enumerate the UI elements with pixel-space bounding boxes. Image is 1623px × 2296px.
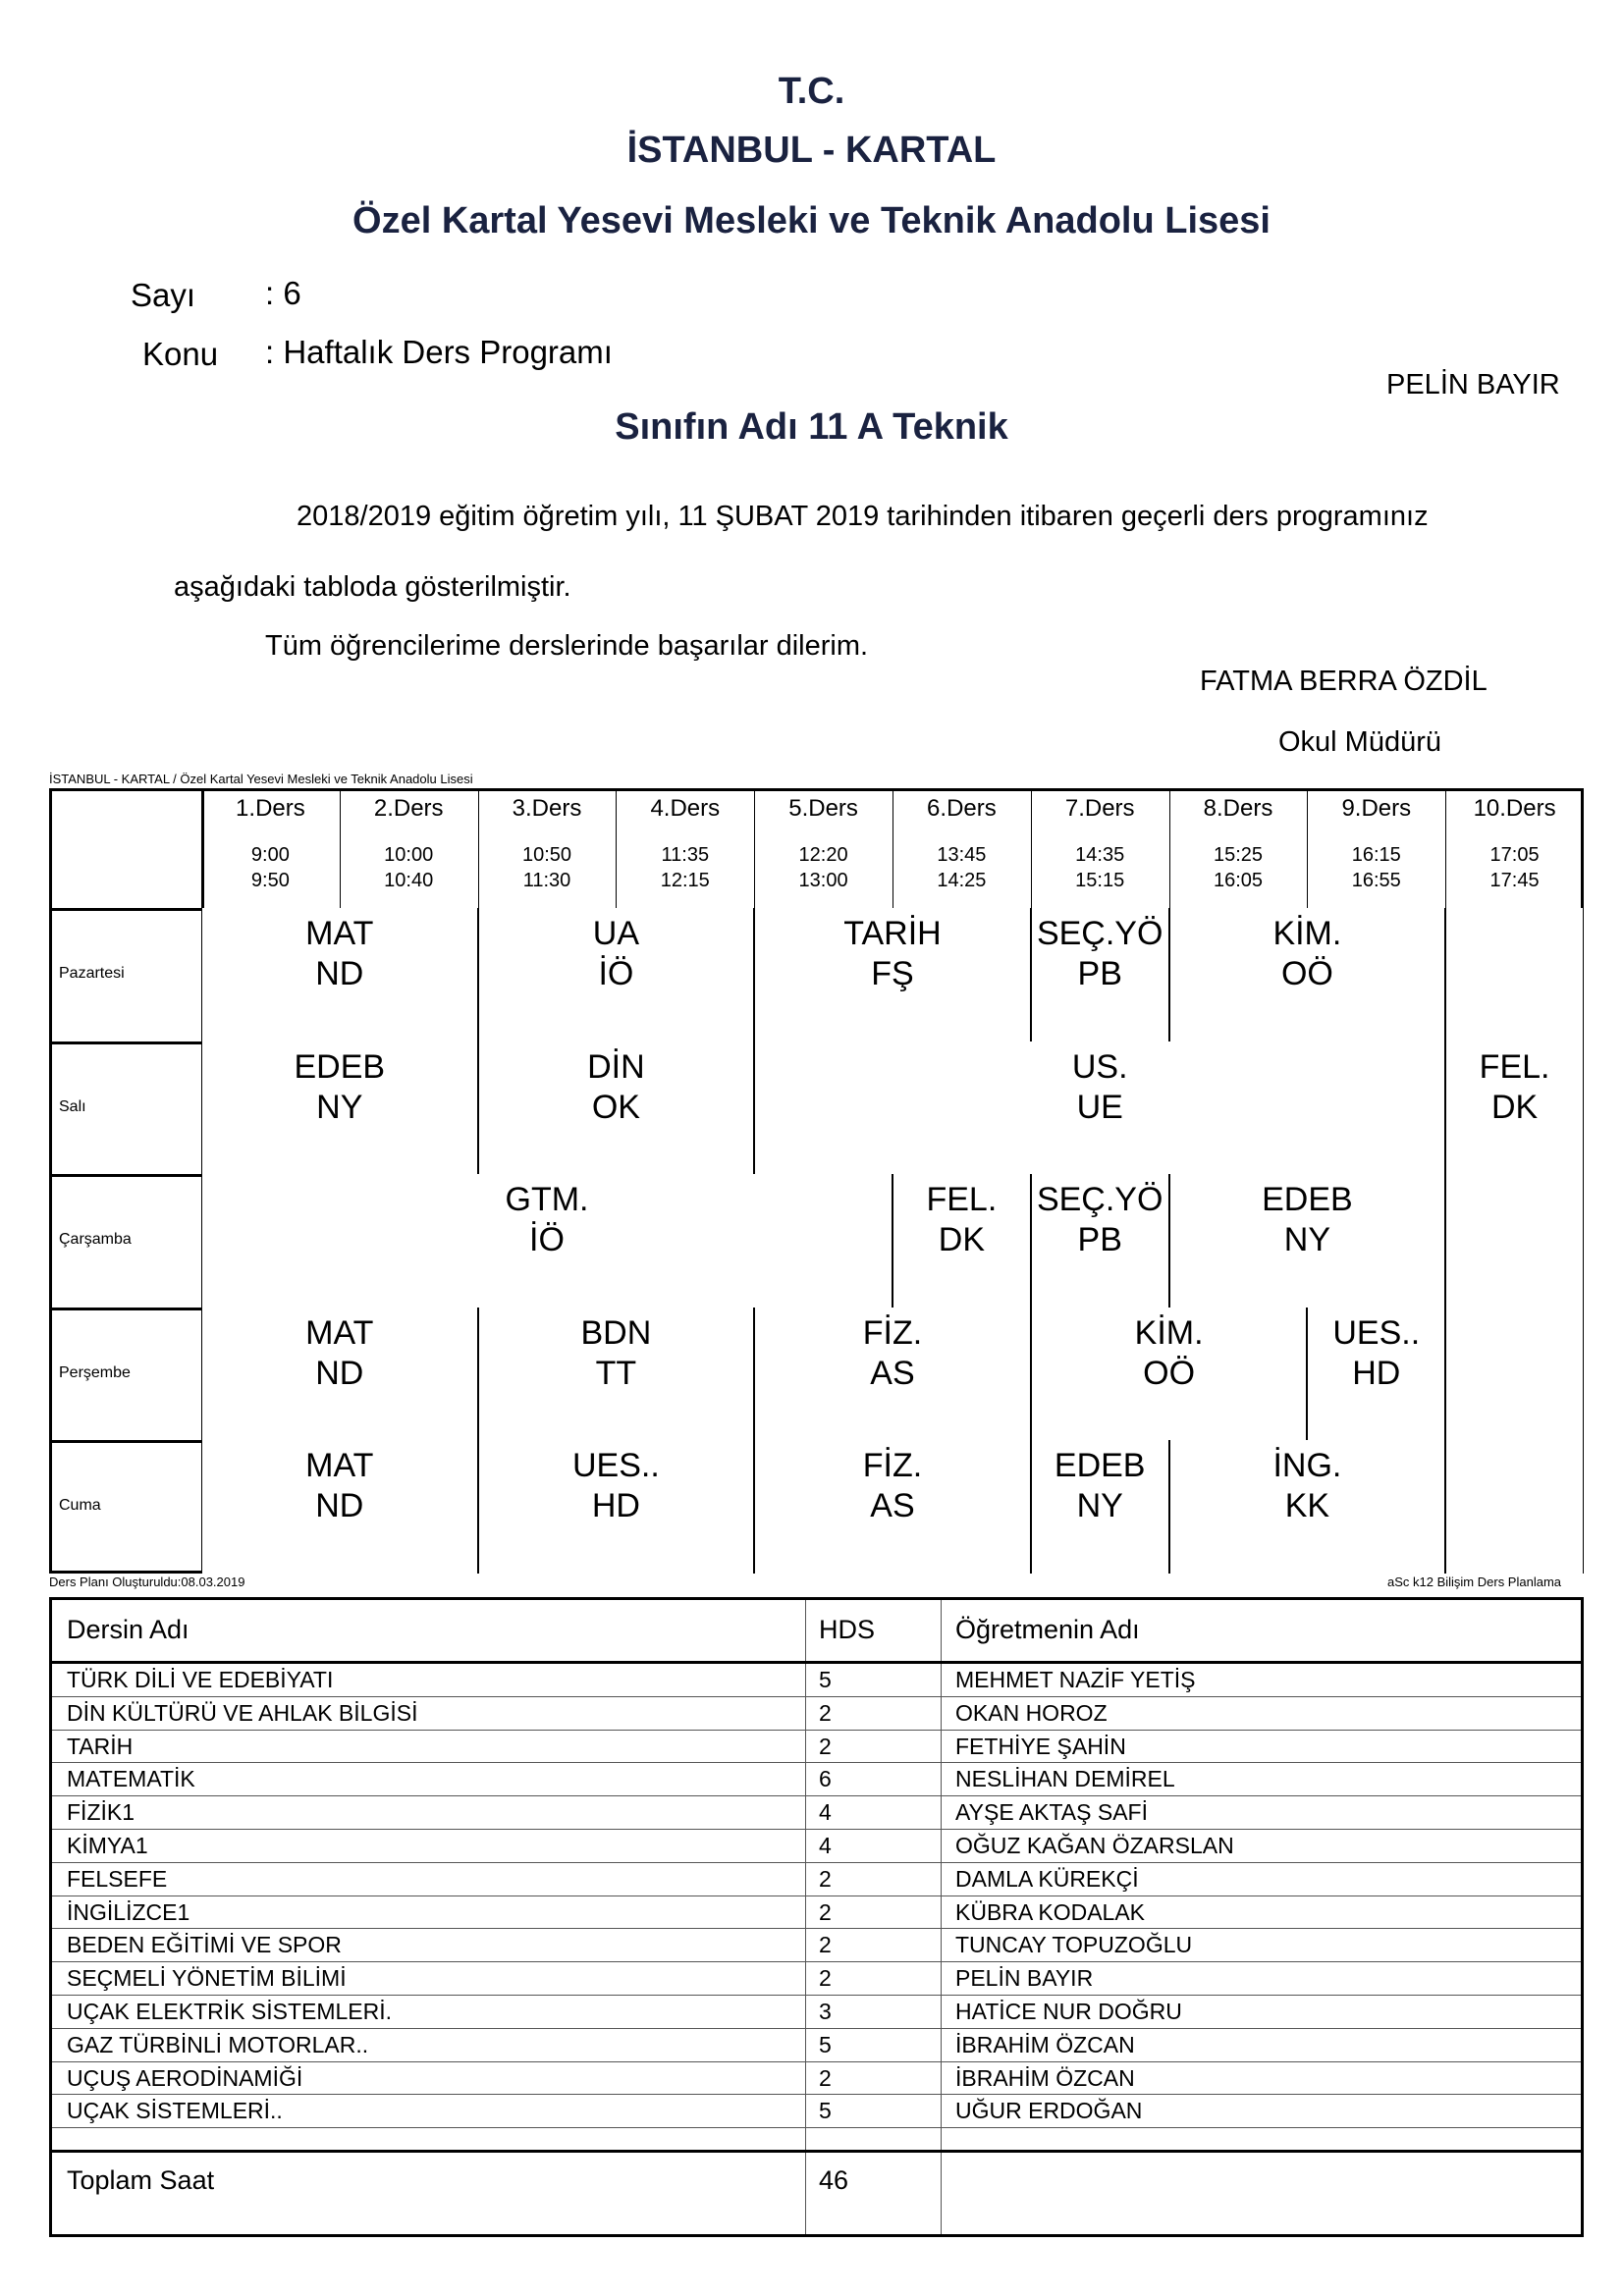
period-start: 12:20 bbox=[798, 844, 848, 866]
signer-name: FATMA BERRA ÖZDİL bbox=[1200, 666, 1488, 697]
row-subject: UÇAK ELEKTRİK SİSTEMLERİ. bbox=[67, 1999, 393, 2024]
lesson-subject: US. bbox=[1071, 1047, 1128, 1086]
row-subject: KİMYA1 bbox=[67, 1833, 148, 1858]
row-hours: 4 bbox=[819, 1833, 832, 1858]
lesson-cell bbox=[1031, 1174, 1169, 1308]
row-hours: 2 bbox=[819, 1965, 832, 1992]
empty-slot bbox=[1445, 1440, 1584, 1574]
lesson-teacher: OÖ bbox=[1143, 1354, 1196, 1392]
period-start: 15:25 bbox=[1213, 844, 1264, 866]
period-start: 17:05 bbox=[1489, 844, 1540, 866]
total-label: Toplam Saat bbox=[67, 2165, 215, 2195]
empty-slot bbox=[1445, 1174, 1584, 1308]
period-time bbox=[754, 842, 893, 893]
lesson-subject: GTM. bbox=[505, 1181, 589, 1218]
table-row bbox=[52, 1730, 1581, 1763]
lesson-subject: BDN bbox=[580, 1313, 652, 1352]
lesson-subject: DİN bbox=[587, 1047, 645, 1086]
lesson-subject: UES.. bbox=[1332, 1313, 1421, 1352]
row-hours: 3 bbox=[819, 1999, 832, 2024]
empty-slot bbox=[1445, 908, 1584, 1041]
row-hours: 2 bbox=[819, 1699, 832, 1726]
row-teacher: UĞUR ERDOĞAN bbox=[955, 2098, 1143, 2124]
lesson-teacher: NY bbox=[316, 1088, 363, 1126]
header-city: İSTANBUL - KARTAL bbox=[626, 130, 997, 171]
table-row bbox=[52, 2094, 1581, 2127]
period-end: 17:45 bbox=[1489, 870, 1540, 891]
period-start: 10:00 bbox=[384, 844, 434, 866]
lesson-teacher: UE bbox=[1076, 1088, 1123, 1126]
period-end: 9:50 bbox=[250, 870, 290, 891]
lesson-cell bbox=[201, 1041, 478, 1175]
period-time bbox=[1169, 842, 1308, 893]
row-teacher: FETHİYE ŞAHİN bbox=[955, 1733, 1126, 1759]
lesson-cell bbox=[1169, 1440, 1446, 1574]
grid-line bbox=[1169, 788, 1170, 908]
day-label: Salı bbox=[59, 1097, 86, 1115]
lesson-cell bbox=[478, 1440, 755, 1574]
row-hours: 2 bbox=[819, 1898, 832, 1925]
lesson-subject: MAT bbox=[305, 1447, 374, 1484]
lesson-cell bbox=[201, 1174, 893, 1308]
row-teacher: DAMLA KÜREKÇİ bbox=[955, 1865, 1139, 1892]
row-teacher: MEHMET NAZİF YETİŞ bbox=[955, 1667, 1196, 1692]
period-header bbox=[1031, 788, 1169, 908]
period-name: 4.Ders bbox=[650, 795, 721, 822]
lesson-cell bbox=[1169, 1174, 1446, 1308]
lesson-teacher: PB bbox=[1077, 955, 1122, 992]
row-teacher: KÜBRA KODALAK bbox=[955, 1898, 1146, 1925]
total-rule bbox=[52, 2150, 1581, 2153]
lesson-cell bbox=[1169, 908, 1446, 1041]
period-name: 2.Ders bbox=[373, 795, 444, 822]
lesson-cell bbox=[754, 1041, 1445, 1175]
period-header bbox=[1445, 788, 1584, 908]
period-time bbox=[1307, 842, 1445, 893]
period-header bbox=[478, 788, 617, 908]
total-value: 46 bbox=[819, 2165, 849, 2195]
table-row bbox=[52, 1896, 1581, 1929]
row-hours: 4 bbox=[819, 1799, 832, 1826]
day-label: Çarşamba bbox=[59, 1231, 132, 1248]
row-subject: TÜRK DİLİ VE EDEBİYATI bbox=[67, 1667, 334, 1692]
period-header bbox=[893, 788, 1031, 908]
row-hours: 2 bbox=[819, 1733, 832, 1759]
row-subject: UÇAK SİSTEMLERİ.. bbox=[67, 2098, 283, 2124]
lesson-teacher: İÖ bbox=[598, 955, 634, 992]
period-name: 1.Ders bbox=[236, 795, 305, 822]
lesson-teacher: DK bbox=[1490, 1088, 1539, 1126]
period-end: 16:05 bbox=[1213, 870, 1264, 891]
lesson-cell bbox=[754, 1440, 1031, 1574]
period-time bbox=[616, 842, 754, 893]
period-time bbox=[1445, 842, 1584, 893]
sayi-value: : 6 bbox=[265, 275, 301, 311]
lesson-teacher: HD bbox=[591, 1487, 640, 1524]
lesson-subject: KİM. bbox=[1272, 915, 1342, 952]
period-end: 11:30 bbox=[522, 870, 571, 891]
period-time bbox=[478, 842, 617, 893]
period-start: 9:00 bbox=[250, 844, 290, 866]
col-header-subject: Dersin Adı bbox=[67, 1615, 189, 1644]
lesson-subject: UA bbox=[592, 915, 639, 952]
period-start: 14:35 bbox=[1075, 844, 1125, 866]
period-start: 10:50 bbox=[521, 844, 572, 866]
lesson-subject: FEL. bbox=[926, 1181, 998, 1218]
day-label: Cuma bbox=[59, 1497, 101, 1514]
lesson-teacher: HD bbox=[1352, 1354, 1401, 1392]
lesson-teacher: NY bbox=[1283, 1221, 1330, 1258]
table-row bbox=[52, 1663, 1581, 1696]
grid-line bbox=[1307, 788, 1308, 908]
period-start: 13:45 bbox=[937, 844, 987, 866]
lesson-cell bbox=[478, 1041, 755, 1175]
row-teacher: NESLİHAN DEMİREL bbox=[955, 1766, 1175, 1792]
period-header bbox=[340, 788, 478, 908]
row-hours: 5 bbox=[819, 1667, 832, 1692]
lesson-subject: KİM. bbox=[1134, 1313, 1204, 1352]
table-row bbox=[52, 2028, 1581, 2061]
row-teacher: OKAN HOROZ bbox=[955, 1699, 1108, 1726]
period-header bbox=[754, 788, 893, 908]
row-subject: DİN KÜLTÜRÜ VE AHLAK BİLGİSİ bbox=[67, 1699, 418, 1726]
period-name: 9.Ders bbox=[1341, 795, 1412, 822]
lesson-cell bbox=[1031, 1308, 1308, 1441]
row-teacher: İBRAHİM ÖZCAN bbox=[955, 2031, 1135, 2057]
lesson-cell bbox=[1031, 1440, 1169, 1574]
grid-line bbox=[754, 788, 755, 908]
lesson-teacher: ND bbox=[315, 1354, 364, 1392]
row-hours: 2 bbox=[819, 1932, 832, 1958]
letter-paragraph-2: aşağıdaki tabloda gösterilmiştir. bbox=[174, 571, 571, 603]
empty-slot bbox=[1445, 1308, 1584, 1441]
period-end: 13:00 bbox=[798, 870, 848, 891]
table-row bbox=[52, 1928, 1581, 1961]
row-subject: İNGİLİZCE1 bbox=[67, 1898, 190, 1925]
period-header bbox=[201, 788, 340, 908]
row-subject: FELSEFE bbox=[67, 1865, 168, 1892]
lesson-cell bbox=[478, 908, 755, 1041]
lesson-teacher: ND bbox=[315, 955, 364, 992]
lesson-subject: EDEB bbox=[1054, 1447, 1146, 1484]
konu-label: Konu bbox=[142, 336, 219, 372]
row-subject: BEDEN EĞİTİMİ VE SPOR bbox=[67, 1932, 342, 1958]
period-header bbox=[1307, 788, 1445, 908]
period-name: 5.Ders bbox=[788, 795, 858, 822]
row-teacher: TUNCAY TOPUZOĞLU bbox=[955, 1932, 1193, 1958]
lesson-subject: FİZ. bbox=[862, 1313, 923, 1352]
period-name: 6.Ders bbox=[927, 795, 997, 822]
lesson-subject: EDEB bbox=[294, 1047, 386, 1086]
lesson-cell bbox=[754, 908, 1031, 1041]
lesson-teacher: OÖ bbox=[1280, 955, 1333, 992]
lesson-cell bbox=[893, 1174, 1031, 1308]
timetable-caption: İSTANBUL - KARTAL / Özel Kartal Yesevi Mesleki ve Teknik Anadolu Lisesi bbox=[49, 772, 473, 786]
period-end: 12:15 bbox=[660, 870, 710, 891]
grid-line bbox=[1445, 788, 1446, 908]
col-header-hours: HDS bbox=[819, 1615, 876, 1644]
row-separator bbox=[52, 2127, 1581, 2128]
period-name: 7.Ders bbox=[1064, 795, 1135, 822]
lesson-teacher: AS bbox=[870, 1354, 915, 1392]
lesson-cell bbox=[201, 1308, 478, 1441]
table-row bbox=[52, 1961, 1581, 1995]
table-row bbox=[52, 1696, 1581, 1730]
row-hours: 2 bbox=[819, 2064, 832, 2091]
signer-title: Okul Müdürü bbox=[1278, 726, 1442, 758]
row-subject: TARİH bbox=[67, 1733, 134, 1759]
lesson-subject: FEL. bbox=[1479, 1047, 1550, 1086]
row-subject: GAZ TÜRBİNLİ MOTORLAR.. bbox=[67, 2031, 369, 2057]
lesson-teacher: AS bbox=[870, 1487, 915, 1524]
grid-line bbox=[478, 788, 479, 908]
lesson-cell bbox=[478, 1308, 755, 1441]
day-label: Pazartesi bbox=[59, 965, 125, 982]
period-name: 3.Ders bbox=[512, 795, 582, 822]
period-header bbox=[1169, 788, 1308, 908]
lesson-cell bbox=[1445, 1041, 1584, 1175]
table-row bbox=[52, 1862, 1581, 1896]
period-time bbox=[201, 842, 340, 893]
lesson-subject: TARİH bbox=[843, 915, 942, 952]
lesson-teacher: KK bbox=[1284, 1487, 1330, 1524]
lesson-subject: MAT bbox=[305, 1313, 374, 1352]
lesson-cell bbox=[201, 908, 478, 1041]
lesson-teacher: DK bbox=[938, 1221, 986, 1258]
lesson-teacher: ND bbox=[315, 1487, 364, 1524]
lesson-subject: FİZ. bbox=[862, 1447, 923, 1484]
lesson-subject: EDEB bbox=[1262, 1181, 1353, 1218]
row-hours: 5 bbox=[819, 2031, 832, 2057]
lesson-subject: MAT bbox=[305, 915, 374, 952]
lesson-subject: SEÇ.YÖ bbox=[1036, 1181, 1163, 1218]
table-row bbox=[52, 1829, 1581, 1862]
table-row bbox=[52, 1795, 1581, 1829]
timetable-footer-left: Ders Planı Oluşturuldu:08.03.2019 bbox=[49, 1575, 245, 1589]
row-teacher: HATİCE NUR DOĞRU bbox=[955, 1999, 1182, 2024]
row-hours: 6 bbox=[819, 1766, 832, 1792]
konu-value: : Haftalık Ders Programı bbox=[265, 334, 613, 370]
period-end: 15:15 bbox=[1075, 870, 1125, 891]
recipient-name: PELİN BAYIR bbox=[1386, 369, 1560, 400]
lesson-subject: İNG. bbox=[1272, 1447, 1342, 1484]
sayi-label: Sayı bbox=[131, 277, 196, 313]
table-row bbox=[52, 1762, 1581, 1795]
period-end: 16:55 bbox=[1351, 870, 1401, 891]
period-name: 10.Ders bbox=[1473, 795, 1556, 822]
lesson-teacher: OK bbox=[591, 1088, 640, 1126]
grid-line bbox=[340, 788, 341, 908]
row-hours: 5 bbox=[819, 2098, 832, 2124]
row-teacher: AYŞE AKTAŞ SAFİ bbox=[955, 1799, 1148, 1826]
grid-line bbox=[1031, 788, 1032, 908]
row-subject: MATEMATİK bbox=[67, 1766, 195, 1792]
period-time bbox=[893, 842, 1031, 893]
period-end: 10:40 bbox=[384, 870, 434, 891]
lesson-cell bbox=[1307, 1308, 1445, 1441]
row-teacher: PELİN BAYIR bbox=[955, 1965, 1094, 1992]
row-hours: 2 bbox=[819, 1865, 832, 1892]
header-school: Özel Kartal Yesevi Mesleki ve Teknik Anadolu Lisesi bbox=[352, 200, 1271, 241]
table-row bbox=[52, 1995, 1581, 2028]
lesson-teacher: NY bbox=[1076, 1487, 1123, 1524]
day-label: Perşembe bbox=[59, 1363, 131, 1381]
period-name: 8.Ders bbox=[1203, 795, 1273, 822]
letter-paragraph-3: Tüm öğrencilerime derslerinde başarılar dilerim. bbox=[265, 630, 869, 662]
lesson-cell bbox=[1031, 908, 1169, 1041]
period-end: 14:25 bbox=[937, 870, 987, 891]
period-time bbox=[1031, 842, 1169, 893]
teacher-table bbox=[49, 1597, 1584, 2237]
period-time bbox=[340, 842, 478, 893]
row-teacher: OĞUZ KAĞAN ÖZARSLAN bbox=[955, 1833, 1234, 1858]
table-row bbox=[52, 2061, 1581, 2095]
lesson-teacher: FŞ bbox=[871, 955, 914, 992]
period-start: 16:15 bbox=[1351, 844, 1401, 866]
lesson-teacher: İÖ bbox=[529, 1221, 565, 1258]
lesson-subject: UES.. bbox=[571, 1447, 660, 1484]
lesson-teacher: PB bbox=[1077, 1221, 1122, 1258]
grid-line bbox=[616, 788, 617, 908]
row-subject: SEÇMELİ YÖNETİM BİLİMİ bbox=[67, 1965, 347, 1992]
row-subject: FİZİK1 bbox=[67, 1799, 135, 1826]
timetable-footer-right: aSc k12 Bilişim Ders Planlama bbox=[1387, 1575, 1562, 1589]
col-header-teacher: Öğretmenin Adı bbox=[955, 1615, 1140, 1644]
row-subject: UÇUŞ AERODİNAMİĞİ bbox=[67, 2064, 303, 2091]
row-teacher: İBRAHİM ÖZCAN bbox=[955, 2064, 1135, 2091]
lesson-cell bbox=[754, 1308, 1031, 1441]
lesson-cell bbox=[201, 1440, 478, 1574]
lesson-subject: SEÇ.YÖ bbox=[1036, 915, 1163, 952]
class-title: Sınıfın Adı 11 A Teknik bbox=[615, 406, 1008, 448]
lesson-teacher: TT bbox=[595, 1354, 637, 1392]
letter-paragraph-1: 2018/2019 eğitim öğretim yılı, 11 ŞUBAT 2019 tarihinden itibaren geçerli ders programınız bbox=[297, 501, 1429, 532]
header-tc: T.C. bbox=[778, 71, 845, 112]
timetable bbox=[49, 788, 1584, 1574]
period-start: 11:35 bbox=[661, 844, 710, 866]
period-header bbox=[616, 788, 754, 908]
